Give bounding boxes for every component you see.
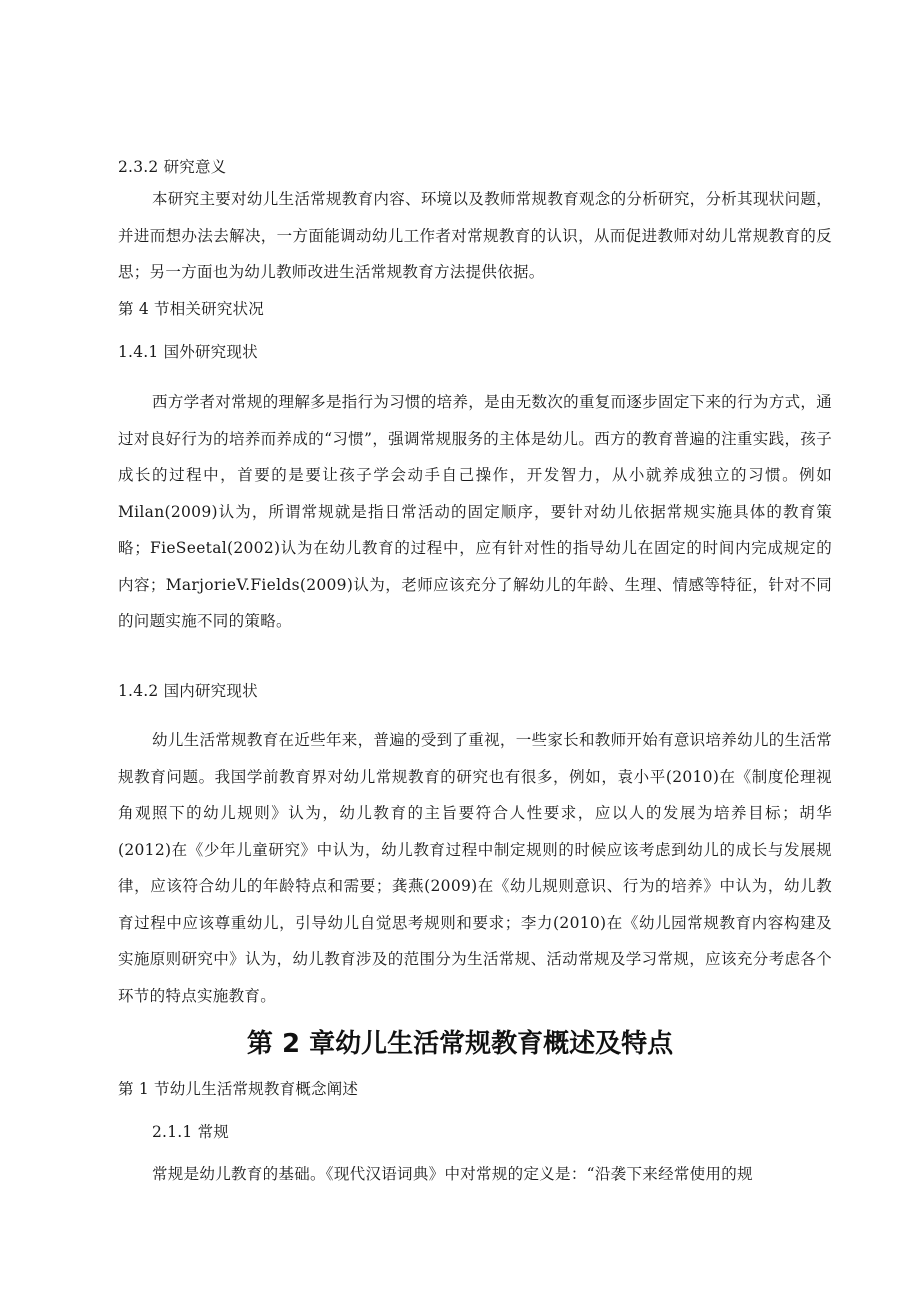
paragraph-foreign-research: 西方学者对常规的理解多是指行为习惯的培养，是由无数次的重复而逐步固定下来的行为方式，通过对良好行为的培养而养成的“习惯”，强调常规服务的主体是幼儿。西方的教育普遍的注重实践，孩子成长的过程中，首要的是要让孩子学会动手自己操作，开发智力，从小就养成独立的习惯。例如 Milan(2009)认为，所谓常规就是指日常活动的固定顺序，要针对幼儿依据常规实施具体的教育策略；FieSeetal(2002)认为在幼儿教育的过程中，应有针对性的指导幼儿在固定的时间内完成规定的内容；MarjorieV.Fields(2009)认为，老师应该充分了解幼儿的年龄、生理、情感等特征，针对不同的问题实施不同的策略。 [118, 393, 832, 630]
heading-section-4: 第 4 节相关研究状况 [118, 300, 264, 318]
heading-section-1: 第 1 节幼儿生活常规教育概念阐述 [118, 1080, 359, 1098]
paragraph-research-significance: 本研究主要对幼儿生活常规教育内容、环境以及教师常规教育观念的分析研究，分析其现状问题，并进而想办法去解决，一方面能调动幼儿工作者对常规教育的认识，从而促进教师对幼儿常规教育的反思；另一方面也为幼儿教师改进生活常规教育方法提供依据。 [118, 190, 832, 281]
heading-2-3-2: 2.3.2 研究意义 [118, 158, 227, 176]
chapter-2-title: 第 2 章幼儿生活常规教育概述及特点 [246, 1029, 674, 1059]
paragraph-domestic-research: 幼儿生活常规教育在近些年来，普遍的受到了重视，一些家长和教师开始有意识培养幼儿的生活常规教育问题。我国学前教育界对幼儿常规教育的研究也有很多，例如，袁小平(2010)在《制度伦理视角观照下的幼儿规则》认为，幼儿教育的主旨要符合人性要求，应以人的发展为培养目标；胡华(2012)在《少年儿童研究》中认为，幼儿教育过程中制定规则的时候应该考虑到幼儿的成长与发展规律，应该符合幼儿的年龄特点和需要；龚燕(2009)在《幼儿规则意识、行为的培养》中认为，幼儿教育过程中应该尊重幼儿，引导幼儿自觉思考规则和要求；李力(2010)在《幼儿园常规教育内容构建及实施原则研究中》认为，幼儿教育涉及的范围分为生活常规、活动常规及学习常规，应该充分考虑各个环节的特点实施教育。 [118, 731, 832, 1005]
heading-2-1-1: 2.1.1 常规 [152, 1123, 229, 1141]
heading-1-4-1: 1.4.1 国外研究现状 [118, 343, 258, 361]
paragraph-routine-definition: 常规是幼儿教育的基础。《现代汉语词典》中对常规的定义是：“沿袭下来经常使用的规 [152, 1165, 753, 1183]
heading-1-4-2: 1.4.2 国内研究现状 [118, 682, 258, 700]
